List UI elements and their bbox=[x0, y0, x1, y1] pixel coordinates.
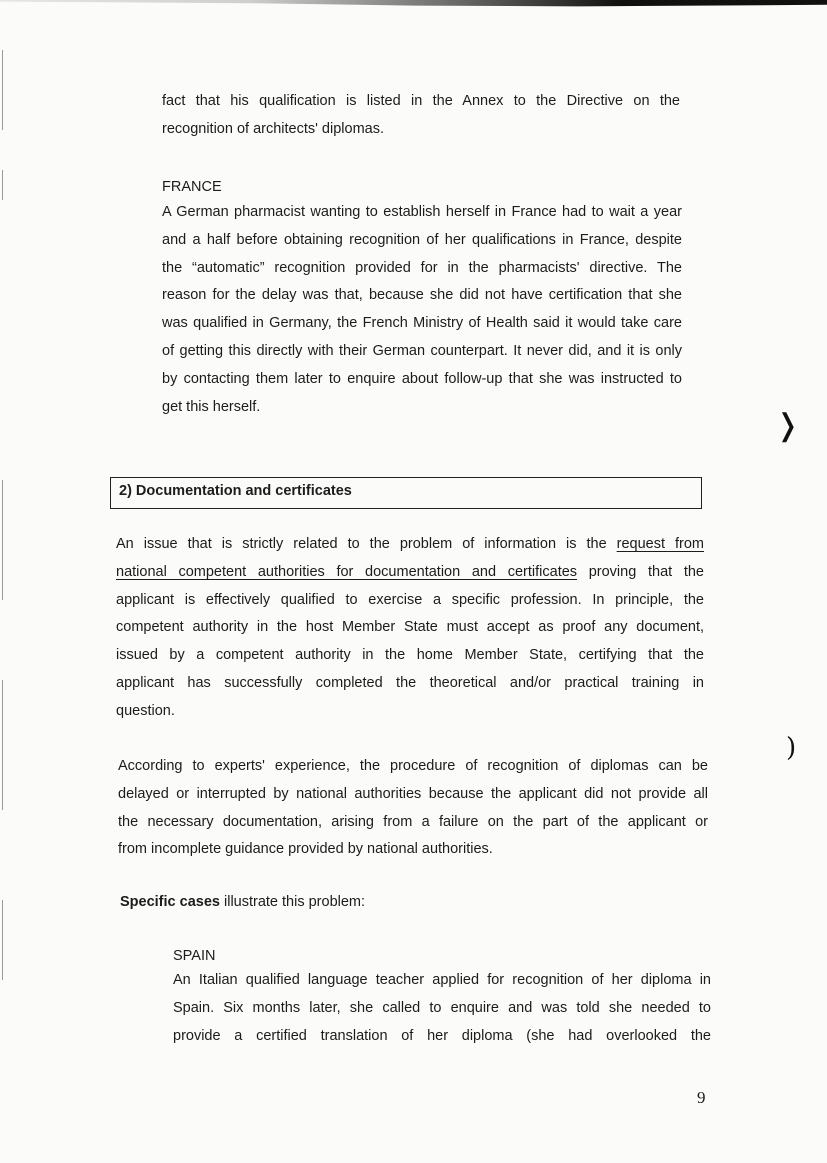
paragraph-specific-cases: Specific cases illustrate this problem: bbox=[120, 894, 366, 910]
scan-left-edge bbox=[2, 900, 3, 980]
scan-left-edge bbox=[2, 170, 3, 200]
punch-hole-mark: ) bbox=[786, 733, 797, 763]
paragraph-architects: fact that his qualification is listed in the Annex to the Directive on the recognition of architects' diplomas. bbox=[162, 93, 680, 137]
case-heading-france: FRANCE bbox=[162, 179, 222, 195]
section-title: 2) Documentation and certificates bbox=[119, 483, 352, 499]
page-number: 9 bbox=[697, 1088, 706, 1107]
scan-left-edge bbox=[2, 680, 3, 810]
paragraph-documentation: An issue that is strictly related to the problem of information is the request from national competent authorities for documentation and certificates proving that the applicant is effectively qualified to exercise a specific profession. In principle, the competent authority in the host Member State must accept as proof any document, issued by a competent authority in the home Member State, certifying that the applicant has successfully completed the theoretical and/or practical training in question. bbox=[116, 536, 704, 719]
paragraph-france-case: A German pharmacist wanting to establish herself in France had to wait a year and a half before obtaining recognition of her qualifications in France, despite the “automatic” recognition provided for in the pharmacists' directive. The reason for the delay was that, because she did not have certification that she was qualified in Germany, the French Ministry of Health said it would take care of getting this directly with their German counterpart. It never did, and it is only by contacting them later to enquire about follow-up that she was instructed to get this herself. bbox=[162, 204, 682, 415]
scan-top-edge bbox=[0, 0, 827, 8]
underlined-phrase: national competent authorities for documentation and certificates bbox=[116, 563, 578, 580]
scan-left-edge bbox=[2, 480, 3, 600]
scan-left-edge bbox=[2, 50, 3, 130]
section-heading-box bbox=[110, 477, 702, 509]
underlined-phrase: request from bbox=[616, 536, 704, 552]
case-heading-spain: SPAIN bbox=[173, 948, 216, 964]
paragraph-experts: According to experts' experience, the procedure of recognition of diplomas can be delayed or interrupted by national authorities because the applicant did not provide all the necessary documentation, arising from a failure on the part of the applicant or from incomplete guidance provided by national authorities. bbox=[118, 758, 708, 858]
punch-hole-mark: ❭ bbox=[775, 408, 801, 443]
paragraph-spain-case: An Italian qualified language teacher applied for recognition of her diploma in Spain. Six months later, she called to enquire and was told she needed to provide a certified translation of her diploma (she had overlooked the bbox=[173, 972, 711, 1044]
